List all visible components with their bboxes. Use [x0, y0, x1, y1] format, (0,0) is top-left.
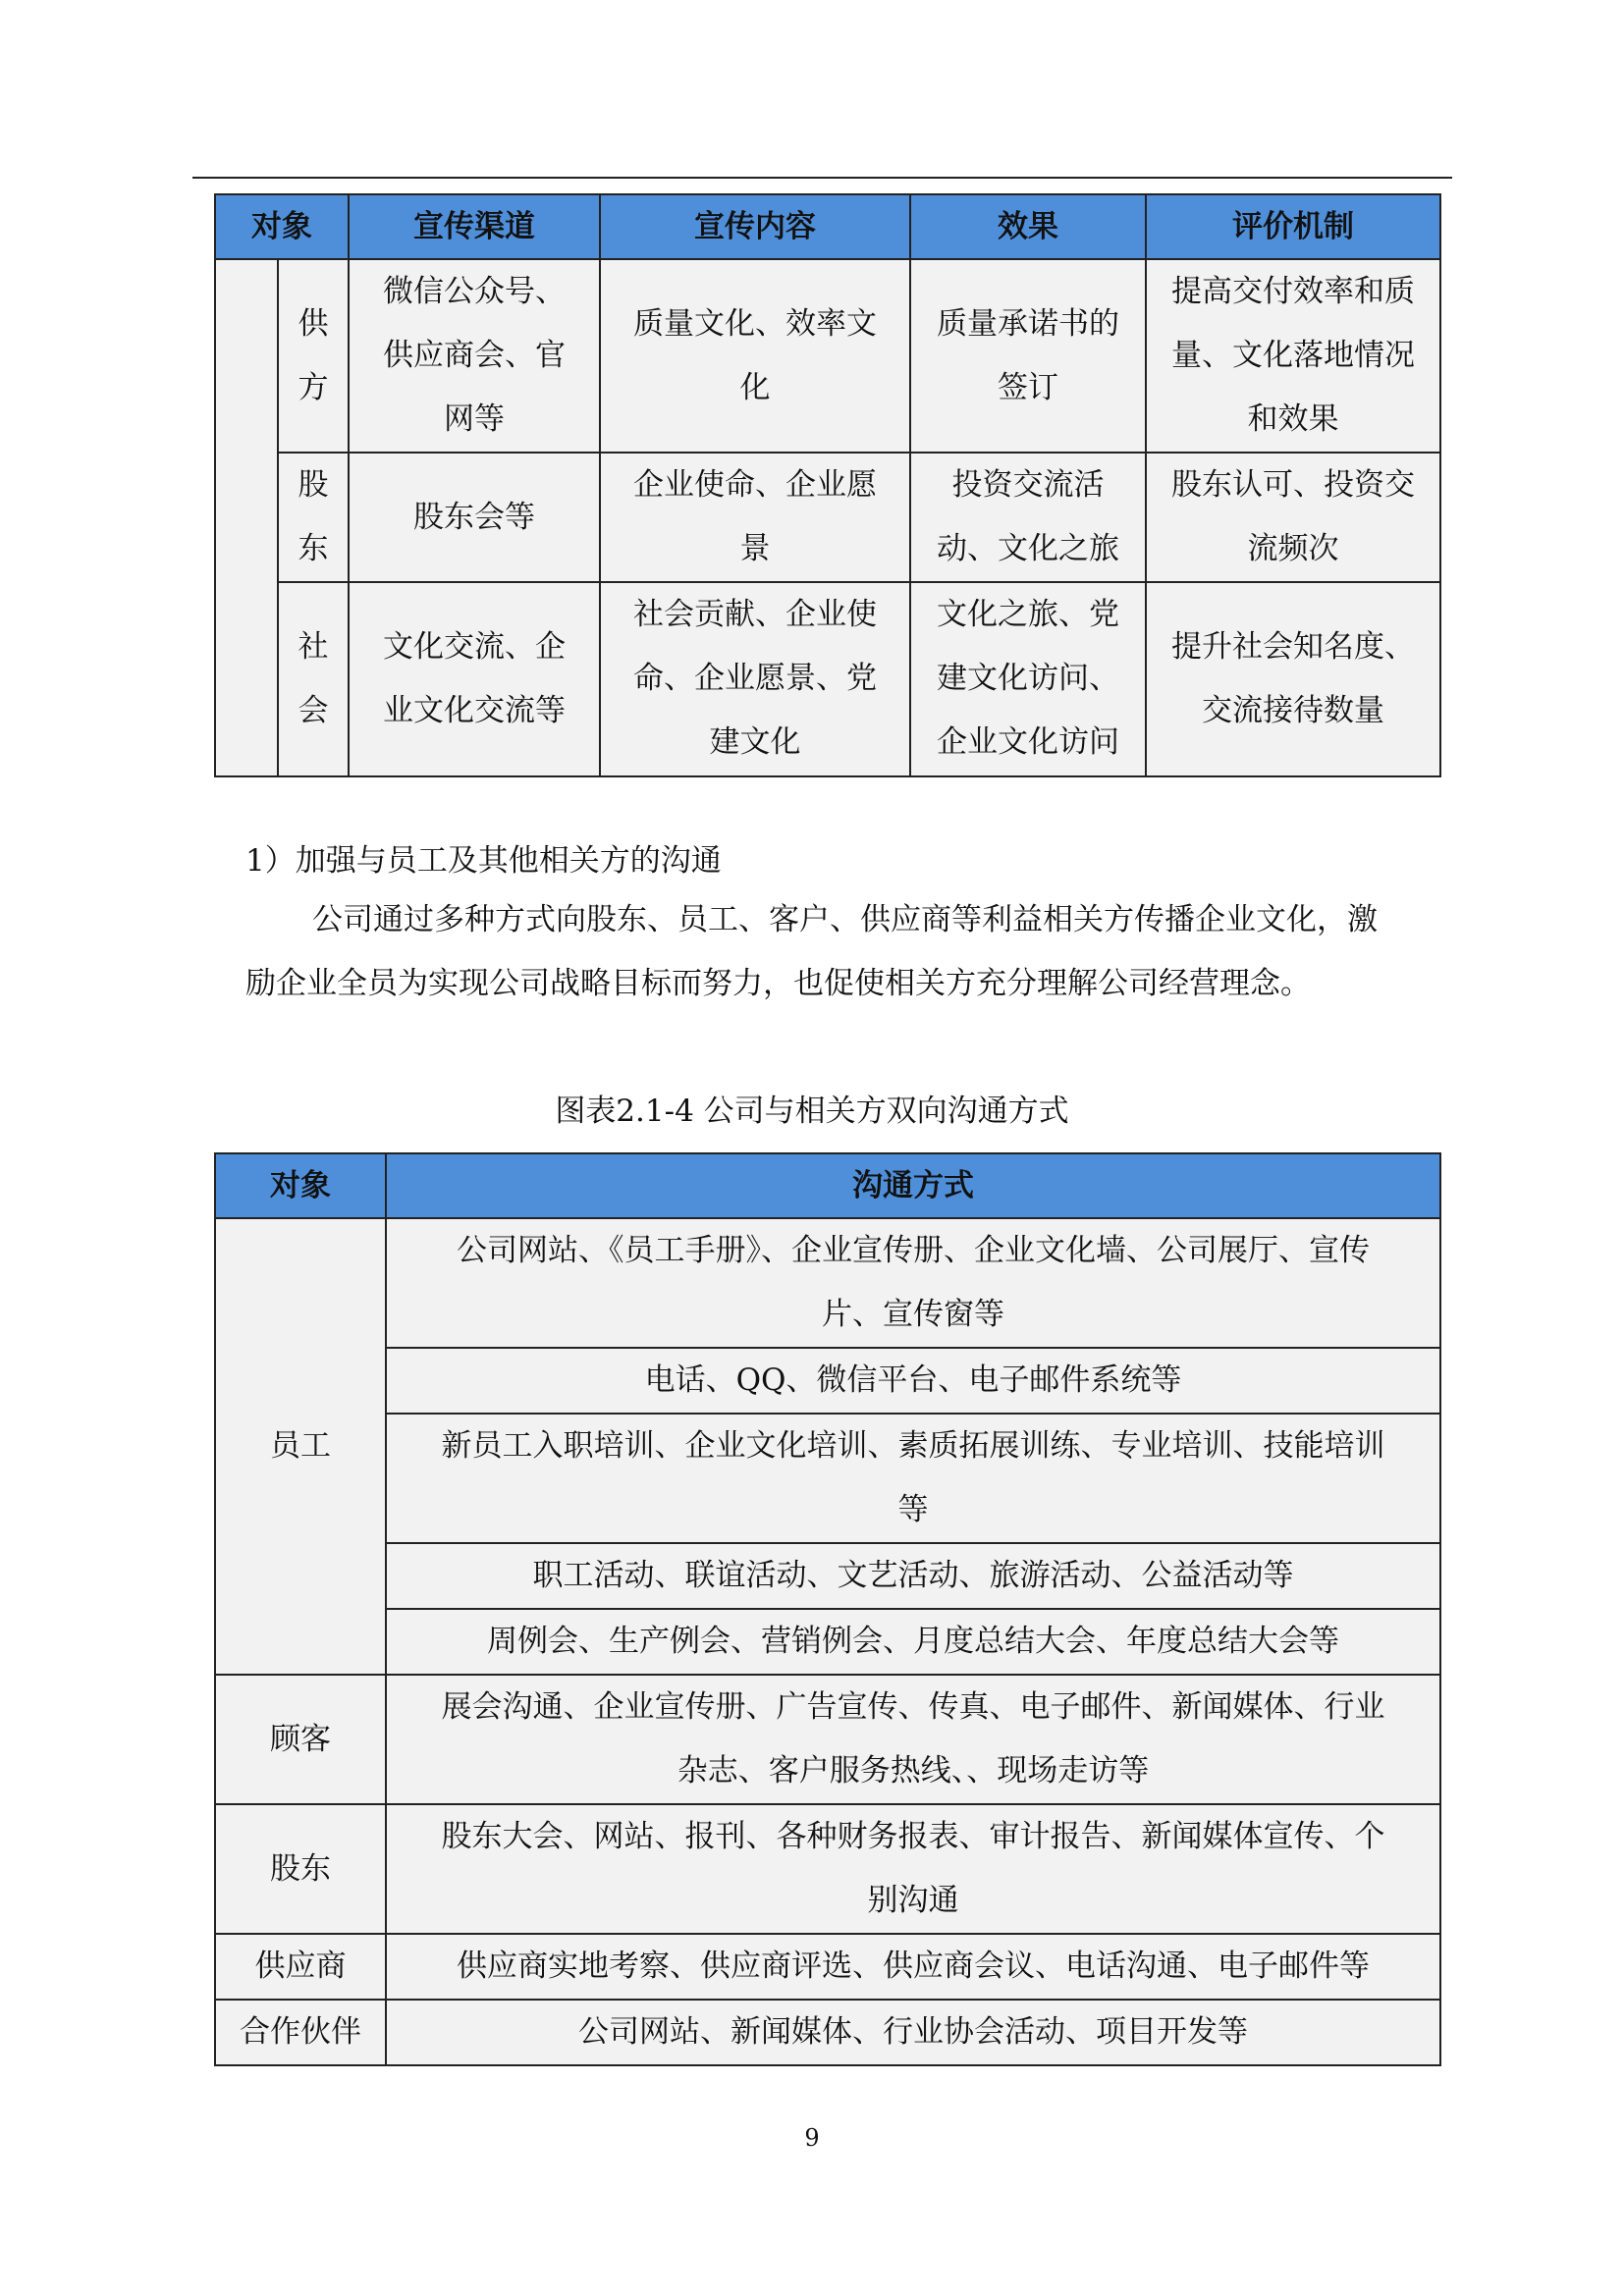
row-channel: 文化交流、企 业文化交流等	[349, 582, 600, 776]
header-object: 对象	[215, 1153, 386, 1218]
header-channel: 宣传渠道	[349, 194, 600, 259]
row-channel: 股东会等	[349, 453, 600, 582]
header-evaluation: 评价机制	[1146, 194, 1440, 259]
header-effect: 效果	[910, 194, 1146, 259]
row-object: 社 会	[278, 582, 349, 776]
communication-table	[214, 1152, 1441, 2066]
row-content: 企业使命、企业愿 景	[600, 453, 910, 582]
row-channel: 微信公众号、 供应商会、官 网等	[349, 259, 600, 453]
table-header-row	[215, 194, 1440, 259]
row-evaluation: 提升社会知名度、 交流接待数量	[1146, 582, 1440, 776]
table-row	[215, 1609, 1440, 1675]
body-paragraph	[245, 888, 1394, 1016]
header-method: 沟通方式	[386, 1153, 1440, 1218]
row-effect: 投资交流活 动、文化之旅	[910, 453, 1146, 582]
row-effect: 文化之旅、党 建文化访问、 企业文化访问	[910, 582, 1146, 776]
table-row	[215, 453, 1440, 582]
header-content: 宣传内容	[600, 194, 910, 259]
table-row	[215, 1414, 1440, 1543]
row-object: 股东	[215, 1804, 386, 1934]
table-row	[215, 1675, 1440, 1804]
body-text: 公司通过多种方式向股东、员工、客户、供应商等利益相关方传播企业文化，激励企业全员为实现公司战略目标而努力，也促使相关方充分理解公司经营理念。	[245, 902, 1378, 1001]
row-method: 供应商实地考察、供应商评选、供应商会议、电话沟通、电子邮件等	[386, 1934, 1440, 2000]
table-row	[215, 1934, 1440, 2000]
row-object: 股 东	[278, 453, 349, 582]
table-row	[215, 2000, 1440, 2065]
row-object: 供 方	[278, 259, 349, 453]
row-object: 顾客	[215, 1675, 386, 1804]
row-content: 社会贡献、企业使 命、企业愿景、党 建文化	[600, 582, 910, 776]
row-method: 职工活动、联谊活动、文艺活动、旅游活动、公益活动等	[386, 1543, 1440, 1609]
row-method: 新员工入职培训、企业文化培训、素质拓展训练、专业培训、技能培训 等	[386, 1414, 1440, 1543]
table-row	[215, 1804, 1440, 1934]
row-effect: 质量承诺书的 签订	[910, 259, 1146, 453]
table-row	[215, 582, 1440, 776]
row-method: 公司网站、新闻媒体、行业协会活动、项目开发等	[386, 2000, 1440, 2065]
table-row	[215, 259, 1440, 453]
header-object: 对象	[215, 194, 349, 259]
table-row	[215, 1543, 1440, 1609]
header-rule	[192, 177, 1452, 179]
row-evaluation: 提高交付效率和质 量、文化落地情况 和效果	[1146, 259, 1440, 453]
blank-column-cell	[215, 259, 278, 776]
promotion-table	[214, 193, 1441, 777]
row-method: 周例会、生产例会、营销例会、月度总结大会、年度总结大会等	[386, 1609, 1440, 1675]
row-object: 供应商	[215, 1934, 386, 2000]
table-row	[215, 1218, 1440, 1348]
row-object: 员工	[215, 1218, 386, 1675]
row-object: 合作伙伴	[215, 2000, 386, 2065]
row-method: 电话、QQ、微信平台、电子邮件系统等	[386, 1348, 1440, 1414]
page-number: 9	[804, 2124, 820, 2152]
section-heading: 1）加强与员工及其他相关方的沟通	[245, 843, 722, 879]
row-method: 展会沟通、企业宣传册、广告宣传、传真、电子邮件、新闻媒体、行业 杂志、客户服务热线、、现场走访等	[386, 1675, 1440, 1804]
row-evaluation: 股东认可、投资交 流频次	[1146, 453, 1440, 582]
table-header-row	[215, 1153, 1440, 1218]
table-caption: 图表2.1-4 公司与相关方双向沟通方式	[555, 1094, 1069, 1129]
row-method: 股东大会、网站、报刊、各种财务报表、审计报告、新闻媒体宣传、个 别沟通	[386, 1804, 1440, 1934]
table-row	[215, 1348, 1440, 1414]
row-content: 质量文化、效率文 化	[600, 259, 910, 453]
row-method: 公司网站、《员工手册》、企业宣传册、企业文化墙、公司展厅、宣传 片、宣传窗等	[386, 1218, 1440, 1348]
